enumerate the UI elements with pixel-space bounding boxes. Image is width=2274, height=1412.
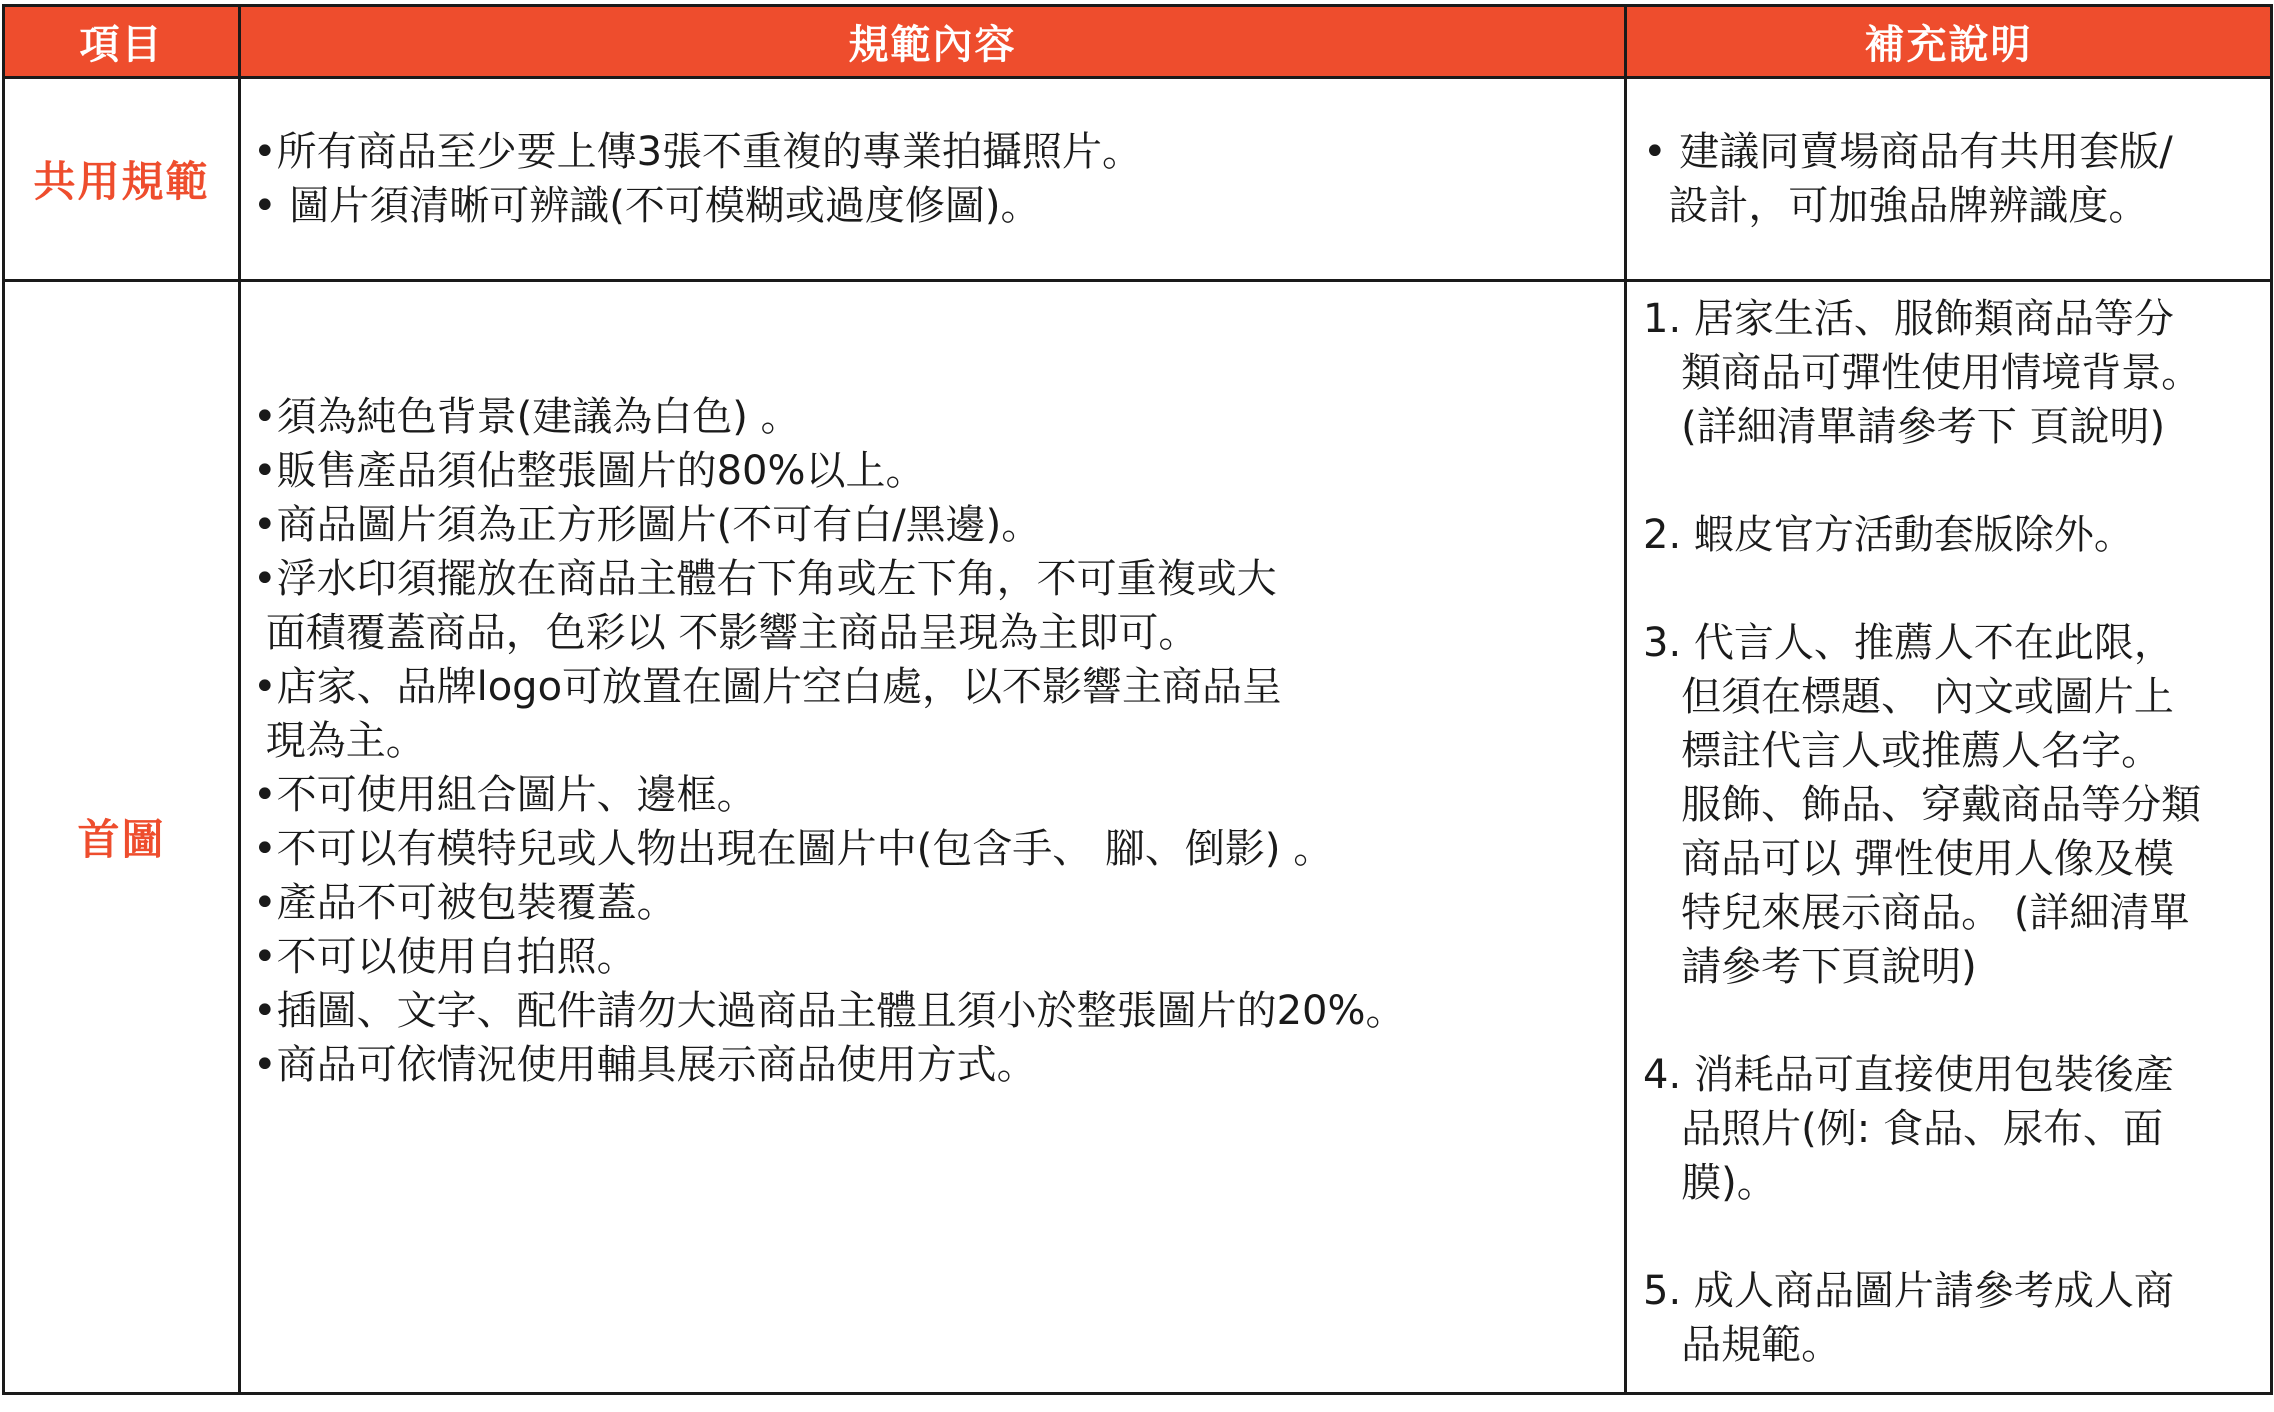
- spec-line: •販售產品須佔整張圖片的80%以上。: [253, 448, 926, 494]
- spec-line: •不可以使用自拍照。: [253, 934, 637, 980]
- spec-line: 現為主。: [253, 718, 426, 764]
- header-spec: 規範內容: [240, 6, 1626, 78]
- note-item-5: [1643, 1264, 2256, 1372]
- note-line: 但須在標題、 內文或圖片上: [1643, 674, 2174, 720]
- note-item-3: [1643, 616, 2256, 994]
- spec-line: •店家、品牌logo可放置在圖片空白處，以不影響主商品呈: [253, 664, 1283, 710]
- note-spacer: [1643, 454, 2256, 508]
- spec-cell-main-image: [240, 281, 1626, 1394]
- spec-line: •所有商品至少要上傳3張不重複的專業拍攝照片。: [253, 129, 1143, 175]
- note-line: 4. 消耗品可直接使用包裝後產: [1643, 1052, 2174, 1098]
- note-line: 類商品可彈性使用情境背景。: [1643, 350, 2202, 396]
- note-item-1: [1643, 292, 2256, 454]
- note-spacer: [1643, 1210, 2256, 1264]
- note-line: 標註代言人或推薦人名字。: [1643, 728, 2162, 774]
- note-line: 膜)。: [1643, 1160, 1777, 1206]
- note-line: 設計，可加強品牌辨識度。: [1643, 183, 2149, 229]
- note-line: 特兒來展示商品。 (詳細清單: [1643, 890, 2190, 936]
- note-line: 服飾、飾品、穿戴商品等分類: [1643, 782, 2202, 828]
- spec-cell-common: [240, 78, 1626, 281]
- note-line: • 建議同賣場商品有共用套版/: [1643, 129, 2173, 175]
- spec-line: •產品不可被包裝覆蓋。: [253, 880, 677, 926]
- image-spec-table: [2, 4, 2273, 1395]
- spec-line: •不可以有模特兒或人物出現在圖片中(包含手、 腳、倒影) 。: [253, 826, 1334, 872]
- note-item-2: [1643, 508, 2256, 562]
- note-line: 2. 蝦皮官方活動套版除外。: [1643, 512, 2134, 558]
- item-label-main-image: 首圖: [4, 281, 240, 1394]
- item-label-common: 共用規範: [4, 78, 240, 281]
- spec-line: •須為純色背景(建議為白色) 。: [253, 394, 801, 440]
- note-line: (詳細清單請參考下 頁說明): [1643, 404, 2166, 450]
- header-note: 補充說明: [1626, 6, 2272, 78]
- table-row-main-image: [4, 281, 2272, 1394]
- note-cell-common: [1626, 78, 2272, 281]
- spec-line: •商品圖片須為正方形圖片(不可有白/黑邊)。: [253, 502, 1042, 548]
- spec-line: •商品可依情況使用輔具展示商品使用方式。: [253, 1042, 1037, 1088]
- note-spacer: [1643, 562, 2256, 616]
- spec-line: •浮水印須擺放在商品主體右下角或左下角，不可重複或大: [253, 556, 1277, 602]
- spec-line: •不可使用組合圖片、邊框。: [253, 772, 757, 818]
- note-line: 品照片(例: 食品、尿布、面: [1643, 1106, 2163, 1152]
- spec-line: • 圖片須清晰可辨識(不可模糊或過度修圖)。: [253, 183, 1041, 229]
- note-line: 品規範。: [1643, 1322, 1842, 1368]
- table-row-common: [4, 78, 2272, 281]
- note-line: 3. 代言人、推薦人不在此限，: [1643, 620, 2174, 666]
- spec-line: •插圖、文字、配件請勿大過商品主體且須小於整張圖片的20%。: [253, 988, 1406, 1034]
- spec-line: 面積覆蓋商品，色彩以 不影響主商品呈現為主即可。: [253, 610, 1199, 656]
- note-cell-main-image: [1626, 281, 2272, 1394]
- note-line: 1. 居家生活、服飾類商品等分: [1643, 296, 2174, 342]
- note-item-4: [1643, 1048, 2256, 1210]
- table-header-row: [4, 6, 2272, 78]
- note-line: 請參考下頁說明): [1643, 944, 1977, 990]
- note-spacer: [1643, 994, 2256, 1048]
- note-line: 商品可以 彈性使用人像及模: [1643, 836, 2174, 882]
- note-line: 5. 成人商品圖片請參考成人商: [1643, 1268, 2174, 1314]
- header-item: 項目: [4, 6, 240, 78]
